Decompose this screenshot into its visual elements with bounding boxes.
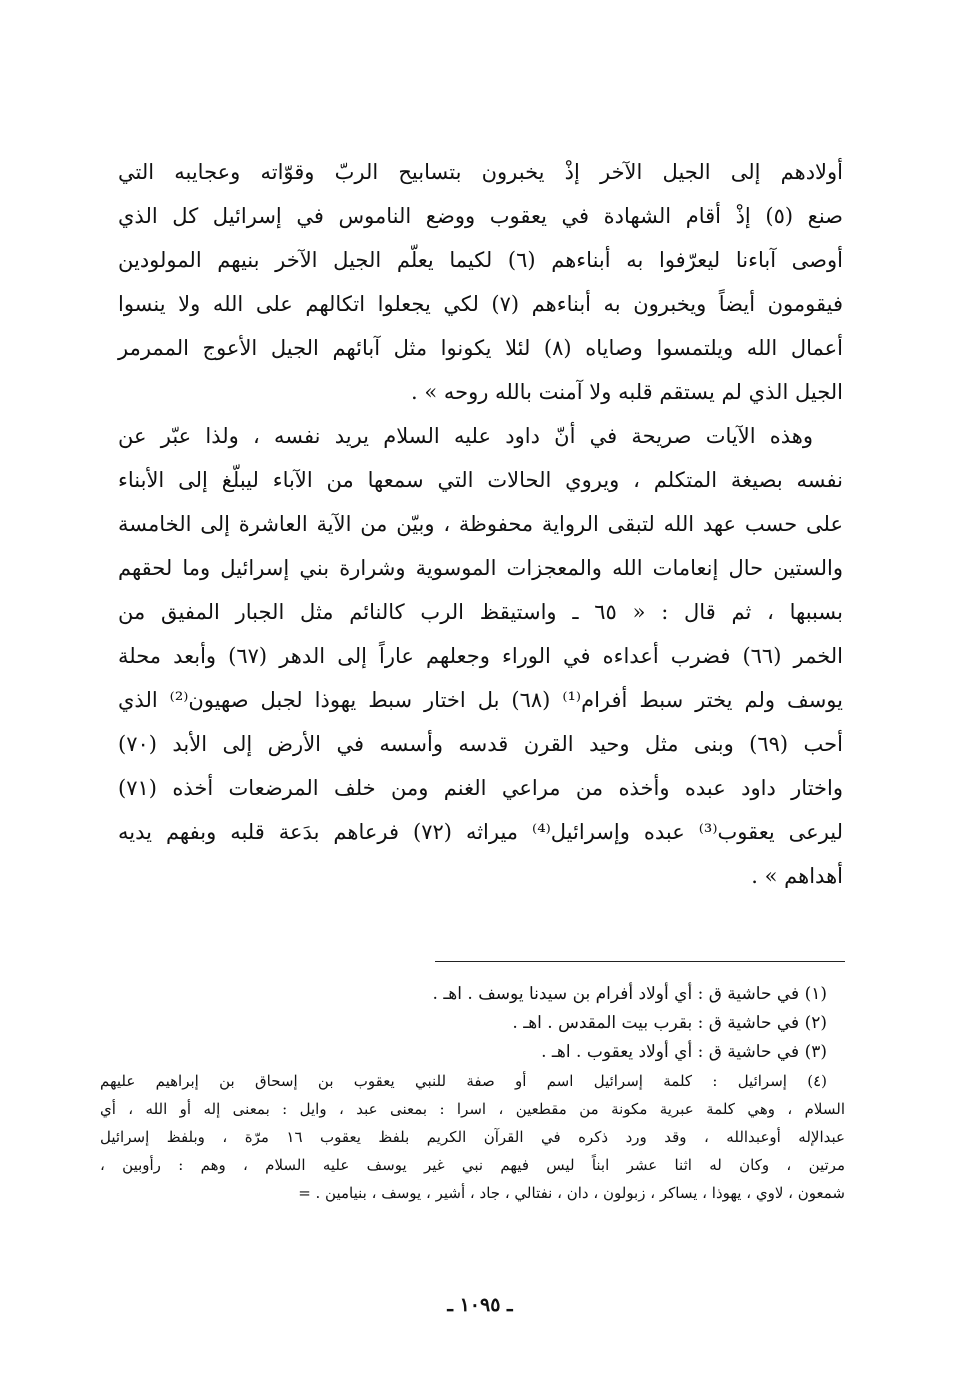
text-line: أولادهم إلى الجيل الآخر إذْ يخبرون بتسابيح الربّ وقوّاته وعجايبه التي	[118, 160, 843, 184]
footnote-4	[100, 1067, 845, 1207]
text-line: بسببها ، ثم قال : « ٦٥ ـ واستيقظ الرب كالنائم مثل الجبار المفيق من	[118, 600, 843, 624]
footnote-separator	[435, 961, 845, 962]
paragraph-psalm-quote	[118, 150, 843, 414]
footnote-1: (١) في حاشية ق : أي أولاد أفرام بن سيدنا يوسف . اهـ .	[432, 984, 827, 1004]
footnote-line: عبدالإله أوعبدالله ، وقد ورد ذكره في القرآن الكريم بلفظ يعقوب ١٦ مرّة ، وبلفظ إسرائيل	[100, 1128, 845, 1146]
text-line: ليرعى يعقوب⁽³⁾ عبده وإسرائيل⁽⁴⁾ ميراثه (٧٢) فرعاهم بدَعة قلبه وبفهم يديه	[118, 820, 844, 844]
text-line: واختار داود عبده وأخذه من مراعي الغنم ومن خلف المرضعات أخذه (٧١)	[118, 776, 843, 800]
footnote-2: (٢) في حاشية ق : بقرب بيت المقدس . اهـ .	[512, 1013, 827, 1033]
paragraph-commentary	[118, 414, 843, 898]
text-line: وهذه الآيات صريحة في أنّ داود عليه السلام يريد نفسه ، ولذا عبّر عن	[118, 424, 813, 448]
text-line: أوصى آباءنا ليعرّفوا به أبناءهم (٦) لكيما يعلّم الجيل الآخر بنيهم المولودين	[118, 248, 843, 272]
text-line: الجيل الذي لم يستقم قلبه ولا آمنت بالله روحه » .	[410, 380, 843, 404]
text-line: يوسف ولم يختر سبط أفرام⁽¹⁾ (٦٨) بل اختار سبط يهوذا لجبل صهيون⁽²⁾ الذي	[118, 688, 843, 712]
text-line: الخمر (٦٦) فضرب أعداءه في الوراء وجعلهم عاراً إلى الدهر (٦٧) وأبعد محلة	[118, 644, 843, 668]
footnote-line: السلام ، وهي كلمة عبرية مكونة من مقطعين ، اسرا : بمعنى عبد ، وايل : بمعنى إله أو الله ، أي	[100, 1100, 845, 1118]
text-line: والستين حال إنعامات الله والمعجزات الموسوية وشرارة بني إسرائيل وما لحقهم	[118, 556, 843, 580]
main-text	[118, 150, 843, 898]
text-line: فيقومون أيضاً ويخبرون به أبناءهم (٧) لكي يجعلوا اتكالهم على الله ولا ينسوا	[118, 292, 843, 316]
text-line: نفسه بصيغة المتكلم ، ويروي الحالات التي سمعها من الآباء ليبلّغ إلى الأبناء	[118, 468, 843, 492]
footnote-line: مرتين ، وكان له اثنا عشر ابناً ليس فيهم نبي غير يوسف عليه السلام ، وهم : رأوبين ،	[100, 1156, 845, 1174]
text-line: أعمال الله ويلتمسوا وصاياه (٨) لئلا يكونوا مثل آبائهم الجيل الأعوج الممرمر	[118, 336, 843, 360]
footnote-line: (٤) إسرائيل : كلمة إسرائيل اسم أو صفة للنبي يعقوب بن إسحاق بن إبراهيم عليهم	[100, 1072, 827, 1090]
footnotes	[100, 980, 845, 1207]
footnote-line: شمعون ، لاوي ، يهوذا ، يساكر ، زبولون ، دان ، نفتالي ، جاد ، أشير ، يوسف ، بنيامين . =	[298, 1184, 845, 1202]
page-number: ـ ١٠٩٥ ـ	[447, 1294, 513, 1316]
text-line: أحب (٦٩) وبنى مثل وحيد القرن قدسه وأسسه في الأرض إلى الأبد (٧٠)	[118, 732, 843, 756]
footnote-3: (٣) في حاشية ق : أي أولاد يعقوب . اهـ .	[541, 1042, 827, 1062]
text-line: على حسب عهد الله لتبقى الرواية محفوظة ، وبيّن من الآية العاشرة إلى الخامسة	[118, 512, 843, 536]
text-line: صنع (٥) إذْ أقام الشهادة في يعقوب ووضع الناموس في إسرائيل كل الذي	[118, 204, 843, 228]
text-line: أهداهم » .	[751, 864, 843, 888]
